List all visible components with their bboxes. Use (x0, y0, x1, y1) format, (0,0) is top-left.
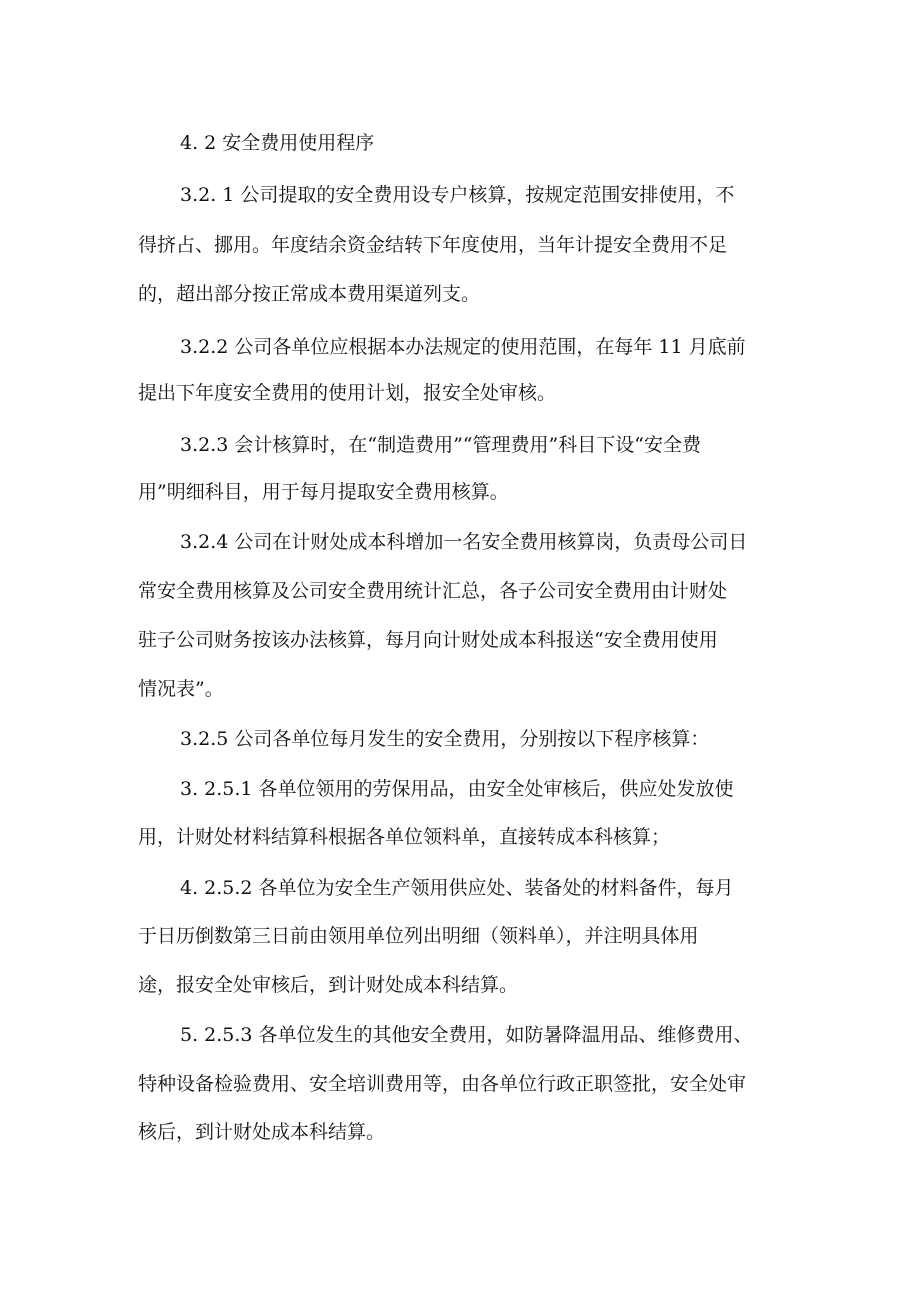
paragraph-line: 于日历倒数第三日前由领用单位列出明细（领料单），并注明具体用 (138, 925, 699, 947)
paragraph-line: 3.2.2 公司各单位应根据本办法规定的使用范围，在每年 11 月底前 (180, 336, 746, 358)
paragraph-line: 用，计财处材料结算科根据各单位领料单，直接转成本科核算； (138, 826, 671, 848)
paragraph-line: 核后，到计财处成本科结算。 (138, 1121, 386, 1143)
paragraph-line: 驻子公司财务按该办法核算，每月向计财处成本科报送“安全费用使用 (138, 629, 718, 651)
paragraph-line: 3.2.5 公司各单位每月发生的安全费用，分别按以下程序核算： (180, 728, 710, 750)
paragraph-line: 3. 2.5.1 各单位领用的劳保用品，由安全处审核后，供应处发放使 (180, 778, 734, 800)
paragraph-line: 常安全费用核算及公司安全费用统计汇总，各子公司安全费用由计财处 (138, 580, 728, 602)
paragraph-line: 途，报安全处审核后，到计财处成本科结算。 (138, 974, 519, 996)
paragraph-line: 情况表”。 (138, 678, 224, 700)
paragraph-line: 3.2.3 会计核算时，在“制造费用”“管理费用”科目下设“安全费 (180, 434, 701, 456)
paragraph-line: 5. 2.5.3 各单位发生的其他安全费用，如防暑降温用品、维修费用、 (180, 1024, 753, 1046)
section-heading: 4. 2 安全费用使用程序 (180, 132, 375, 154)
paragraph-line: 3.2. 1 公司提取的安全费用设专户核算，按规定范围安排使用，不 (180, 184, 735, 206)
paragraph-line: 用”明细科目，用于每月提取安全费用核算。 (138, 481, 509, 503)
paragraph-line: 3.2.4 公司在计财处成本科增加一名安全费用核算岗，负责母公司日 (180, 531, 748, 553)
paragraph-line: 得挤占、挪用。年度结余资金结转下年度使用，当年计提安全费用不足 (138, 234, 728, 256)
paragraph-line: 特种设备检验费用、安全培训费用等，由各单位行政正职签批，安全处审 (138, 1073, 747, 1095)
paragraph-line: 提出下年度安全费用的使用计划，报安全处审核。 (138, 382, 557, 404)
paragraph-line: 4. 2.5.2 各单位为安全生产领用供应处、装备处的材料备件，每月 (180, 877, 734, 899)
paragraph-line: 的，超出部分按正常成本费用渠道列支。 (138, 283, 481, 305)
